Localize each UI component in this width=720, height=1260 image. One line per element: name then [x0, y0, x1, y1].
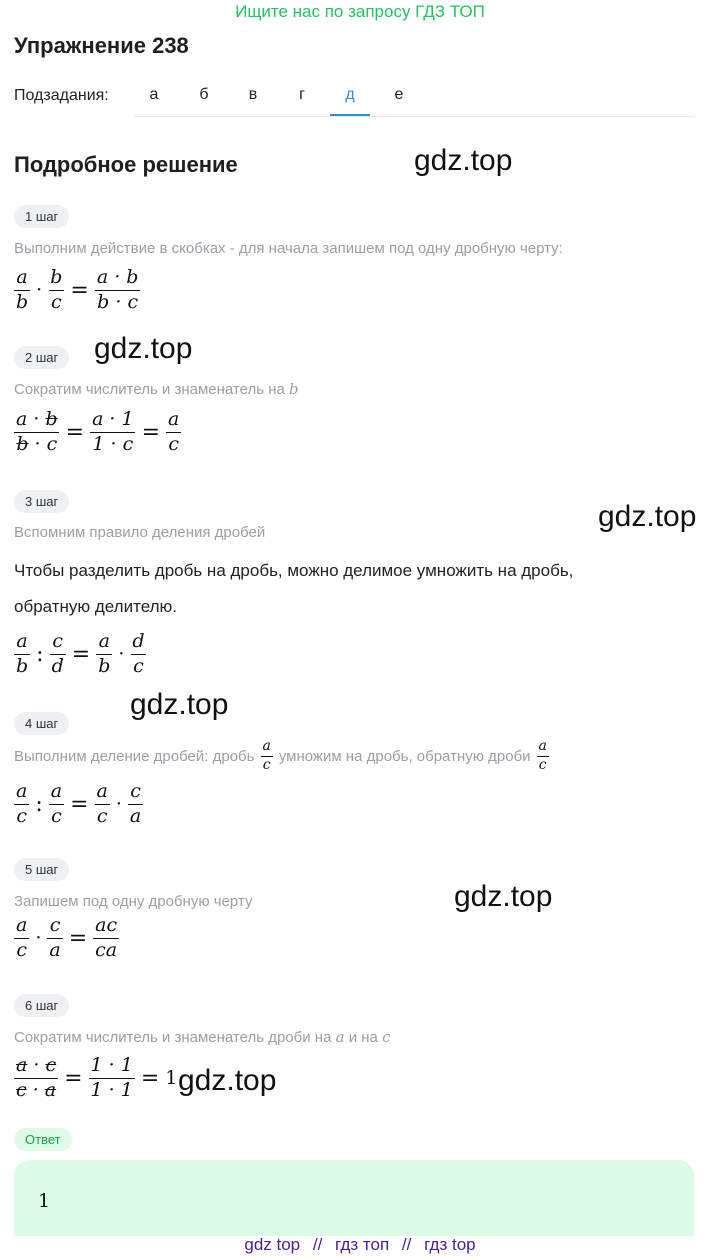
tab-b[interactable]: б [199, 86, 209, 103]
footer-link[interactable]: гдз top [424, 1235, 476, 1254]
step-text: Вспомним правило деления дробей [14, 524, 266, 541]
answer-box [14, 1160, 694, 1236]
step-badge: 4 шаг [14, 712, 69, 735]
formula: $\frac{a \cdot b}{b \cdot c}$ = $\frac{a \cdot 1}{1 \cdot c}$ = $\frac{a}{c}$ [16, 408, 180, 455]
footer-link[interactable]: gdz top [244, 1235, 301, 1254]
step-text: Сократим числитель и знаменатель дроби на a и на c [14, 1028, 391, 1046]
footer-link[interactable]: гдз топ [335, 1235, 390, 1254]
subtasks-tabs [134, 80, 694, 117]
step-text: Выполним деление дробей: дробь $\frac{a}{c}$ умножим на дробь, обратную дроби $\frac{a}{c}$ [14, 738, 547, 773]
step-text: Запишем под одну дробную черту [14, 893, 253, 910]
formula: $\frac{a}{b}$ : $\frac{c}{d}$ = $\frac{a}{b}$ · $\frac{d}{c}$ [16, 630, 145, 677]
footer-separator: // [401, 1235, 412, 1254]
tab-v[interactable]: в [248, 86, 258, 103]
rule-text: обратную делителю. [14, 597, 177, 616]
footer-links [0, 1235, 720, 1255]
watermark: gdz.top [178, 1064, 277, 1097]
watermark: gdz.top [454, 880, 553, 913]
step-text: Выполним действие в скобках - для начала запишем под одну дробную черту: [14, 240, 563, 257]
step-badge: 5 шаг [14, 858, 69, 881]
detailed-solution-heading: Подробное решение [14, 152, 238, 177]
rule-text: Чтобы разделить дробь на дробь, можно делимое умножить на дробь, [14, 561, 574, 580]
tab-g[interactable]: г [299, 86, 305, 103]
step-badge: 6 шаг [14, 994, 69, 1017]
tab-a[interactable]: а [149, 86, 159, 103]
watermark: gdz.top [94, 332, 193, 365]
watermark: gdz.top [598, 500, 697, 533]
watermark: gdz.top [130, 688, 229, 721]
step-text: Сократим числитель и знаменатель на b [14, 380, 299, 398]
answer-value: 1 [38, 1190, 51, 1212]
answer-badge: Ответ [14, 1128, 72, 1151]
formula: $\frac{a}{c}$ · $\frac{c}{a}$ = $\frac{ac}{ca}$ [16, 914, 118, 961]
tab-d[interactable]: д [330, 86, 370, 116]
watermark: gdz.top [414, 144, 513, 177]
subtasks-label: Подзадания: [14, 87, 109, 104]
step-badge: 2 шаг [14, 346, 69, 369]
footer-separator: // [312, 1235, 323, 1254]
formula: $\frac{a}{b}$ · $\frac{b}{c}$ = $\frac{a \cdot b}{b \cdot c}$ [16, 266, 139, 313]
exercise-title: Упражнение 238 [14, 33, 189, 58]
tab-e[interactable]: е [394, 86, 404, 103]
step-badge: 1 шаг [14, 205, 69, 228]
search-banner[interactable]: Ищите нас по запросу ГДЗ ТОП [235, 2, 485, 21]
step-badge: 3 шаг [14, 490, 69, 513]
formula: $\frac{a}{c}$ : $\frac{a}{c}$ = $\frac{a}{c}$ · $\frac{c}{a}$ [16, 780, 142, 827]
formula: $\frac{a \cdot c}{c \cdot a}$ = $\frac{1 \cdot 1}{1 \cdot 1}$ = 1 [16, 1054, 178, 1101]
